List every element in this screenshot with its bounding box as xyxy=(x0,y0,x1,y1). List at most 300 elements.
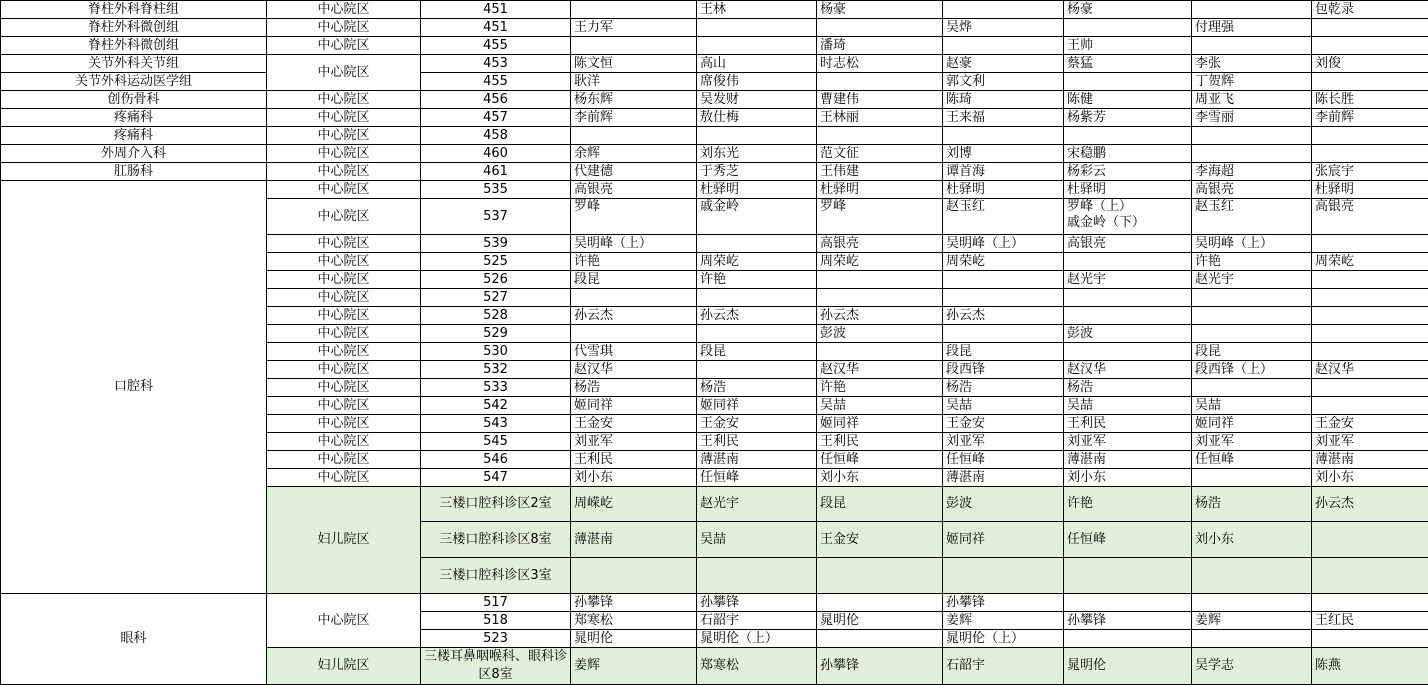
department-cell: 脊柱外科脊柱组 xyxy=(1,1,267,19)
doctor-cell xyxy=(1312,19,1428,37)
doctor-cell: 杨浩 xyxy=(943,379,1064,397)
doctor-cell: 王利民 xyxy=(817,433,943,451)
room-cell: 525 xyxy=(421,253,571,271)
doctor-cell xyxy=(1192,1,1312,19)
room-cell: 543 xyxy=(421,415,571,433)
doctor-cell xyxy=(1312,630,1428,648)
doctor-cell xyxy=(1312,145,1428,163)
doctor-cell: 谭首海 xyxy=(943,163,1064,181)
doctor-cell: 任恒峰 xyxy=(697,469,817,487)
department-cell: 创伤骨科 xyxy=(1,91,267,109)
doctor-cell xyxy=(1312,37,1428,55)
doctor-cell: 许艳 xyxy=(1192,253,1312,271)
doctor-cell xyxy=(697,558,817,594)
doctor-cell: 代雪琪 xyxy=(571,343,697,361)
doctor-cell: 许艳 xyxy=(571,253,697,271)
doctor-cell xyxy=(1064,253,1192,271)
campus-cell: 中心院区 xyxy=(267,127,421,145)
campus-cell: 中心院区 xyxy=(267,469,421,487)
room-cell: 547 xyxy=(421,469,571,487)
doctor-cell: 丁贺辉 xyxy=(1192,73,1312,91)
doctor-cell xyxy=(1312,594,1428,612)
room-cell: 455 xyxy=(421,37,571,55)
doctor-cell: 赵豪 xyxy=(943,55,1064,73)
doctor-cell: 任恒峰 xyxy=(1064,522,1192,558)
doctor-cell: 孙攀锋 xyxy=(697,594,817,612)
doctor-cell xyxy=(817,630,943,648)
doctor-cell xyxy=(1064,343,1192,361)
doctor-cell: 付理强 xyxy=(1192,19,1312,37)
table-row xyxy=(1,181,1428,199)
doctor-cell: 陈燕 xyxy=(1312,648,1428,685)
doctor-cell: 刘小东 xyxy=(1312,469,1428,487)
doctor-cell: 郑寒松 xyxy=(571,612,697,630)
doctor-cell xyxy=(943,127,1064,145)
doctor-cell xyxy=(1192,594,1312,612)
doctor-cell: 杨豪 xyxy=(1064,1,1192,19)
doctor-cell xyxy=(571,289,697,307)
doctor-cell: 杨浩 xyxy=(1064,379,1192,397)
doctor-cell xyxy=(817,19,943,37)
doctor-cell xyxy=(697,19,817,37)
doctor-cell: 王金安 xyxy=(697,415,817,433)
campus-cell: 中心院区 xyxy=(267,19,421,37)
room-cell: 三楼口腔科诊区2室 xyxy=(421,487,571,522)
doctor-cell: 高银亮 xyxy=(817,235,943,253)
doctor-cell: 高银亮 xyxy=(571,181,697,199)
doctor-cell: 赵汉华 xyxy=(817,361,943,379)
doctor-cell: 任恒峰 xyxy=(1192,451,1312,469)
doctor-cell: 姬同祥 xyxy=(943,522,1064,558)
doctor-cell: 周荣屹 xyxy=(817,253,943,271)
doctor-cell: 许艳 xyxy=(1064,487,1192,522)
doctor-cell: 王林 xyxy=(697,1,817,19)
doctor-cell: 杜驿明 xyxy=(1312,181,1428,199)
department-cell: 口腔科 xyxy=(1,181,267,594)
room-cell: 517 xyxy=(421,594,571,612)
doctor-cell xyxy=(697,235,817,253)
doctor-cell: 许艳 xyxy=(697,271,817,289)
doctor-cell xyxy=(1312,127,1428,145)
doctor-cell: 李张 xyxy=(1192,55,1312,73)
doctor-cell: 吴明峰（上） xyxy=(943,235,1064,253)
doctor-cell: 姬同祥 xyxy=(571,397,697,415)
doctor-cell: 刘小东 xyxy=(817,469,943,487)
doctor-cell xyxy=(817,127,943,145)
doctor-cell xyxy=(943,271,1064,289)
doctor-cell: 王金安 xyxy=(943,415,1064,433)
doctor-cell xyxy=(1064,199,1192,235)
doctor-cell: 孙云杰 xyxy=(943,307,1064,325)
room-cell: 539 xyxy=(421,235,571,253)
doctor-cell: 王利民 xyxy=(697,433,817,451)
doctor-cell: 王林丽 xyxy=(817,109,943,127)
room-cell: 518 xyxy=(421,612,571,630)
doctor-cell: 孙云杰 xyxy=(1312,487,1428,522)
doctor-cell: 王来福 xyxy=(943,109,1064,127)
doctor-cell: 王利民 xyxy=(1064,415,1192,433)
doctor-cell: 晁明伦（上） xyxy=(943,630,1064,648)
doctor-cell: 薄湛南 xyxy=(1312,451,1428,469)
doctor-cell xyxy=(1312,522,1428,558)
doctor-cell xyxy=(1192,325,1312,343)
department-cell: 肛肠科 xyxy=(1,163,267,181)
doctor-cell: 席俊伟 xyxy=(697,73,817,91)
doctor-cell: 杨东辉 xyxy=(571,91,697,109)
room-cell: 532 xyxy=(421,361,571,379)
doctor-cell: 郑寒松 xyxy=(697,648,817,685)
doctor-cell: 高银亮 xyxy=(1192,181,1312,199)
doctor-cell xyxy=(1064,19,1192,37)
doctor-cell xyxy=(697,289,817,307)
doctor-cell: 薄湛南 xyxy=(571,522,697,558)
doctor-cell xyxy=(1192,379,1312,397)
doctor-cell: 晁明伦 xyxy=(571,630,697,648)
doctor-cell: 段昆 xyxy=(1192,343,1312,361)
doctor-cell: 刘小东 xyxy=(1064,469,1192,487)
department-cell: 关节外科运动医学组 xyxy=(1,73,267,91)
room-cell: 523 xyxy=(421,630,571,648)
doctor-cell: 王金安 xyxy=(571,415,697,433)
doctor-cell: 杜驿明 xyxy=(817,181,943,199)
room-cell: 537 xyxy=(421,199,571,235)
doctor-cell xyxy=(1192,558,1312,594)
doctor-cell: 姜辉 xyxy=(1192,612,1312,630)
doctor-name-am: 罗峰（上） xyxy=(1067,199,1188,215)
room-cell: 526 xyxy=(421,271,571,289)
doctor-cell: 王伟建 xyxy=(817,163,943,181)
doctor-cell: 杜驿明 xyxy=(1064,181,1192,199)
doctor-cell: 陈健 xyxy=(1064,91,1192,109)
doctor-cell: 赵光宇 xyxy=(1192,271,1312,289)
doctor-cell: 杨浩 xyxy=(697,379,817,397)
doctor-cell: 代建德 xyxy=(571,163,697,181)
table-row xyxy=(1,594,1428,612)
doctor-cell xyxy=(817,594,943,612)
doctor-cell: 杨紫芳 xyxy=(1064,109,1192,127)
room-cell: 三楼耳鼻咽喉科、眼科诊区8室 xyxy=(421,648,571,685)
doctor-cell xyxy=(943,289,1064,307)
doctor-cell xyxy=(1064,289,1192,307)
doctor-cell: 吴发财 xyxy=(697,91,817,109)
campus-cell: 妇儿院区 xyxy=(267,487,421,594)
doctor-cell: 王金安 xyxy=(817,522,943,558)
campus-cell: 中心院区 xyxy=(267,361,421,379)
room-cell: 545 xyxy=(421,433,571,451)
campus-cell: 中心院区 xyxy=(267,451,421,469)
table-row xyxy=(1,109,1428,127)
doctor-cell: 石韶宇 xyxy=(697,612,817,630)
doctor-cell: 刘东光 xyxy=(697,145,817,163)
doctor-cell: 段西锋（上） xyxy=(1192,361,1312,379)
doctor-cell: 姜辉 xyxy=(943,612,1064,630)
doctor-cell: 晁明伦 xyxy=(817,612,943,630)
doctor-cell: 赵光宇 xyxy=(697,487,817,522)
doctor-cell: 段西锋 xyxy=(943,361,1064,379)
doctor-cell: 吴喆 xyxy=(697,522,817,558)
doctor-cell: 刘亚军 xyxy=(1064,433,1192,451)
doctor-cell xyxy=(1192,469,1312,487)
doctor-cell: 杜驿明 xyxy=(943,181,1064,199)
doctor-cell xyxy=(1312,397,1428,415)
doctor-cell xyxy=(1064,594,1192,612)
doctor-cell: 王帅 xyxy=(1064,37,1192,55)
doctor-cell: 吴喆 xyxy=(817,397,943,415)
doctor-cell: 刘亚军 xyxy=(1312,433,1428,451)
doctor-cell: 段昆 xyxy=(697,343,817,361)
doctor-cell: 高山 xyxy=(697,55,817,73)
department-cell: 眼科 xyxy=(1,594,267,685)
doctor-cell: 刘亚军 xyxy=(1192,433,1312,451)
department-cell: 关节外科关节组 xyxy=(1,55,267,73)
doctor-cell xyxy=(1312,289,1428,307)
table-row xyxy=(1,19,1428,37)
campus-cell: 中心院区 xyxy=(267,415,421,433)
doctor-cell: 曹建伟 xyxy=(817,91,943,109)
room-cell: 460 xyxy=(421,145,571,163)
doctor-cell: 赵汉华 xyxy=(571,361,697,379)
doctor-cell: 耿洋 xyxy=(571,73,697,91)
room-cell: 527 xyxy=(421,289,571,307)
table-row xyxy=(1,37,1428,55)
doctor-cell: 孙攀锋 xyxy=(943,594,1064,612)
doctor-cell: 高银亮 xyxy=(1064,235,1192,253)
doctor-cell: 吴喆 xyxy=(1192,397,1312,415)
doctor-cell: 吴学志 xyxy=(1192,648,1312,685)
doctor-cell xyxy=(1192,37,1312,55)
doctor-cell: 宋稳鹏 xyxy=(1064,145,1192,163)
doctor-cell: 周荣屹 xyxy=(943,253,1064,271)
room-cell: 530 xyxy=(421,343,571,361)
room-cell: 453 xyxy=(421,55,571,73)
room-cell: 三楼口腔科诊区8室 xyxy=(421,522,571,558)
room-cell: 529 xyxy=(421,325,571,343)
room-cell: 461 xyxy=(421,163,571,181)
doctor-cell: 李海超 xyxy=(1192,163,1312,181)
room-cell: 458 xyxy=(421,127,571,145)
table-row xyxy=(1,127,1428,145)
doctor-cell: 彭波 xyxy=(943,487,1064,522)
doctor-cell: 孙云杰 xyxy=(571,307,697,325)
doctor-cell xyxy=(943,37,1064,55)
doctor-cell: 吴烨 xyxy=(943,19,1064,37)
doctor-cell: 王红民 xyxy=(1312,612,1428,630)
doctor-cell xyxy=(1312,307,1428,325)
doctor-cell: 孙攀锋 xyxy=(817,648,943,685)
doctor-cell xyxy=(1064,558,1192,594)
doctor-cell xyxy=(1192,630,1312,648)
doctor-cell xyxy=(697,127,817,145)
doctor-cell: 彭波 xyxy=(1064,325,1192,343)
doctor-cell: 蔡猛 xyxy=(1064,55,1192,73)
doctor-cell xyxy=(697,361,817,379)
campus-cell: 中心院区 xyxy=(267,1,421,19)
doctor-cell: 吴明峰（上） xyxy=(571,235,697,253)
campus-cell: 中心院区 xyxy=(267,253,421,271)
doctor-cell xyxy=(943,1,1064,19)
campus-cell: 中心院区 xyxy=(267,235,421,253)
doctor-cell: 赵汉华 xyxy=(1312,361,1428,379)
doctor-cell xyxy=(1312,558,1428,594)
campus-cell: 妇儿院区 xyxy=(267,648,421,685)
doctor-cell: 孙云杰 xyxy=(697,307,817,325)
doctor-cell: 杨浩 xyxy=(571,379,697,397)
campus-cell: 中心院区 xyxy=(267,594,421,648)
doctor-cell: 石韶宇 xyxy=(943,648,1064,685)
doctor-cell: 包乾录 xyxy=(1312,1,1428,19)
doctor-cell: 王利民 xyxy=(571,451,697,469)
campus-cell: 中心院区 xyxy=(267,379,421,397)
doctor-cell: 吴喆 xyxy=(943,397,1064,415)
campus-cell: 中心院区 xyxy=(267,397,421,415)
campus-cell: 中心院区 xyxy=(267,109,421,127)
doctor-cell: 王金安 xyxy=(1312,415,1428,433)
doctor-cell: 周亚飞 xyxy=(1192,91,1312,109)
doctor-name-pm: 戚金岭（下） xyxy=(1067,215,1188,231)
doctor-cell xyxy=(697,325,817,343)
doctor-cell: 周荣屹 xyxy=(697,253,817,271)
room-cell: 451 xyxy=(421,19,571,37)
doctor-cell: 吴喆 xyxy=(1064,397,1192,415)
doctor-cell: 薄湛南 xyxy=(943,469,1064,487)
doctor-cell: 赵光宇 xyxy=(1064,271,1192,289)
doctor-cell: 李雪丽 xyxy=(1192,109,1312,127)
doctor-cell xyxy=(1312,235,1428,253)
table-row xyxy=(1,1,1428,19)
doctor-cell: 薄湛南 xyxy=(1064,451,1192,469)
doctor-cell: 孙云杰 xyxy=(817,307,943,325)
room-cell: 535 xyxy=(421,181,571,199)
doctor-cell xyxy=(817,271,943,289)
doctor-cell: 罗峰 xyxy=(817,199,943,235)
doctor-cell: 杨彩云 xyxy=(1064,163,1192,181)
doctor-cell: 高银亮 xyxy=(1312,199,1428,235)
campus-cell: 中心院区 xyxy=(267,271,421,289)
doctor-cell xyxy=(571,558,697,594)
doctor-cell: 赵汉华 xyxy=(1064,361,1192,379)
campus-cell: 中心院区 xyxy=(267,55,421,91)
doctor-cell: 姜辉 xyxy=(571,648,697,685)
doctor-cell xyxy=(571,325,697,343)
doctor-cell xyxy=(817,343,943,361)
department-cell: 疼痛科 xyxy=(1,109,267,127)
doctor-cell xyxy=(1064,73,1192,91)
doctor-cell: 于秀芝 xyxy=(697,163,817,181)
department-cell: 疼痛科 xyxy=(1,127,267,145)
campus-cell: 中心院区 xyxy=(267,37,421,55)
doctor-cell: 张宸宇 xyxy=(1312,163,1428,181)
campus-cell: 中心院区 xyxy=(267,433,421,451)
table-row xyxy=(1,145,1428,163)
doctor-cell: 杨浩 xyxy=(1192,487,1312,522)
campus-cell: 中心院区 xyxy=(267,343,421,361)
doctor-cell xyxy=(1312,325,1428,343)
table-row xyxy=(1,91,1428,109)
doctor-cell: 潘琦 xyxy=(817,37,943,55)
doctor-cell: 刘博 xyxy=(943,145,1064,163)
doctor-cell: 敖仕梅 xyxy=(697,109,817,127)
doctor-cell: 刘亚军 xyxy=(943,433,1064,451)
doctor-cell: 任恒峰 xyxy=(943,451,1064,469)
doctor-cell: 吴明峰（上） xyxy=(1192,235,1312,253)
doctor-cell: 孙攀锋 xyxy=(1064,612,1192,630)
doctor-cell: 刘小东 xyxy=(571,469,697,487)
doctor-cell: 晁明伦 xyxy=(1064,648,1192,685)
doctor-cell: 段昆 xyxy=(817,487,943,522)
doctor-cell: 彭波 xyxy=(817,325,943,343)
room-cell: 457 xyxy=(421,109,571,127)
doctor-cell xyxy=(1064,127,1192,145)
doctor-cell xyxy=(817,289,943,307)
doctor-cell: 陈文恒 xyxy=(571,55,697,73)
doctor-cell: 时志松 xyxy=(817,55,943,73)
doctor-cell: 郭文利 xyxy=(943,73,1064,91)
campus-cell: 中心院区 xyxy=(267,289,421,307)
doctor-cell xyxy=(571,37,697,55)
doctor-cell xyxy=(1312,73,1428,91)
doctor-cell xyxy=(1192,145,1312,163)
doctor-cell: 晁明伦（上） xyxy=(697,630,817,648)
department-cell: 脊柱外科微创组 xyxy=(1,19,267,37)
doctor-cell xyxy=(1064,307,1192,325)
campus-cell: 中心院区 xyxy=(267,181,421,199)
doctor-cell xyxy=(1192,307,1312,325)
doctor-cell: 周荣屹 xyxy=(1312,253,1428,271)
doctor-cell: 赵玉红 xyxy=(943,199,1064,235)
room-cell: 三楼口腔科诊区3室 xyxy=(421,558,571,594)
doctor-cell xyxy=(571,1,697,19)
room-cell: 451 xyxy=(421,1,571,19)
campus-cell: 中心院区 xyxy=(267,307,421,325)
department-cell: 脊柱外科微创组 xyxy=(1,37,267,55)
doctor-cell: 戚金岭 xyxy=(697,199,817,235)
doctor-cell: 余辉 xyxy=(571,145,697,163)
doctor-cell xyxy=(1192,289,1312,307)
doctor-cell: 陈琦 xyxy=(943,91,1064,109)
doctor-cell: 刘小东 xyxy=(1192,522,1312,558)
doctor-cell: 姬同祥 xyxy=(1192,415,1312,433)
doctor-cell: 范文征 xyxy=(817,145,943,163)
doctor-cell: 李前辉 xyxy=(1312,109,1428,127)
doctor-cell xyxy=(697,37,817,55)
room-cell: 542 xyxy=(421,397,571,415)
campus-cell: 中心院区 xyxy=(267,163,421,181)
doctor-cell: 杜驿明 xyxy=(697,181,817,199)
doctor-cell xyxy=(1192,127,1312,145)
campus-cell: 中心院区 xyxy=(267,91,421,109)
doctor-cell xyxy=(571,127,697,145)
department-cell: 外周介入科 xyxy=(1,145,267,163)
doctor-cell: 孙攀锋 xyxy=(571,594,697,612)
doctor-cell xyxy=(943,325,1064,343)
campus-cell: 中心院区 xyxy=(267,325,421,343)
room-cell: 528 xyxy=(421,307,571,325)
doctor-cell: 刘俊 xyxy=(1312,55,1428,73)
room-cell: 546 xyxy=(421,451,571,469)
doctor-cell: 段昆 xyxy=(571,271,697,289)
doctor-cell: 陈长胜 xyxy=(1312,91,1428,109)
doctor-cell: 许艳 xyxy=(817,379,943,397)
doctor-cell: 薄湛南 xyxy=(697,451,817,469)
doctor-cell: 王力军 xyxy=(571,19,697,37)
doctor-cell: 赵玉红 xyxy=(1192,199,1312,235)
doctor-cell: 段昆 xyxy=(943,343,1064,361)
doctor-cell xyxy=(817,73,943,91)
doctor-cell: 姬同祥 xyxy=(817,415,943,433)
campus-cell: 中心院区 xyxy=(267,199,421,235)
doctor-cell xyxy=(1312,271,1428,289)
doctor-cell xyxy=(817,558,943,594)
